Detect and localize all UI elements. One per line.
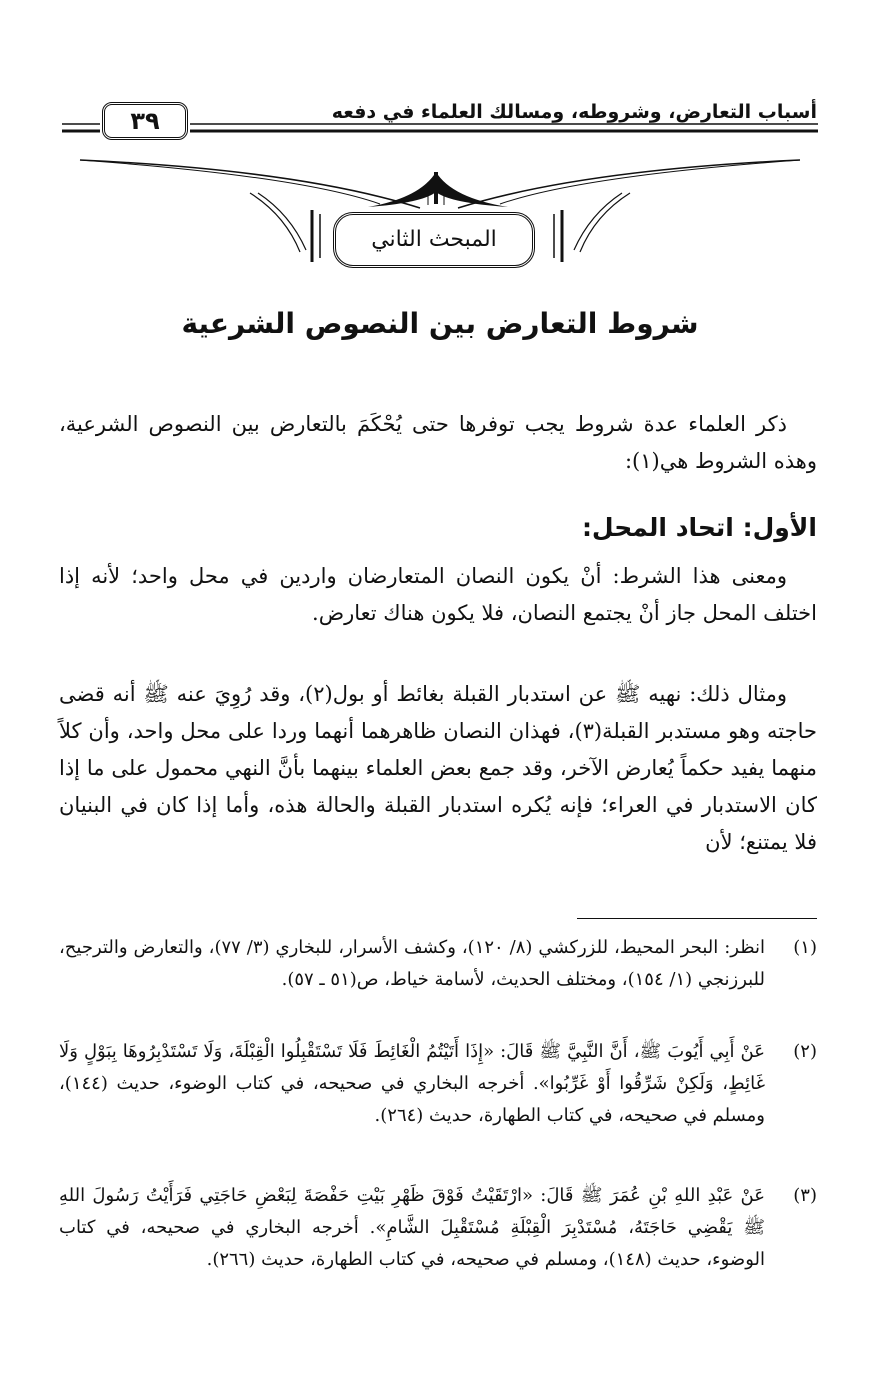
footnote-text: انظر: البحر المحيط، للزركشي (٨/ ١٢٠)، وكشف الأسرار، للبخاري (٣/ ٧٧)، والتعارض والترجيح، للبرزنجي (١/ ١٥٤)، ومختلف الحديث، لأسامة خياط، ص(٥١ ـ ٥٧). (59, 937, 765, 990)
footnote-1 (59, 932, 817, 996)
footnote-text: عَنْ عَبْدِ اللهِ بْنِ عُمَرَ ﷺ قَالَ: «ارْتَقَيْتُ فَوْقَ ظَهْرِ بَيْتِ حَفْصَةَ لِبَعْضِ حَاجَتِي فَرَأَيْتُ رَسُولَ اللهِ ﷺ يَقْضِي حَاجَتَهُ، مُسْتَدْبِرَ الْقِبْلَةِ مُسْتَقْبِلَ الشَّامِ». أخرجه البخاري في صحيحه، في كتاب الوضوء، حديث (١٤٨)، ومسلم في صحيحه، في كتاب الطهارة، حديث (٢٦٦). (59, 1185, 765, 1270)
footnote-number: (١) (793, 937, 817, 958)
example-paragraph: ومثال ذلك: نهيه ﷺ عن استدبار القبلة بغائط أو بول(٢)، وقد رُوِيَ عنه ﷺ أنه قضى حاجته وهو مستدبر القبلة(٣)، فهذان النصان ظاهرهما أنهما وردا على محل واحد، وأن كلاً منهما يفيد حكماً يُعارض الآخر، وقد جمع بعض العلماء بينهما بأنَّ النهي محمول على ما إذا كان الاستدبار في العراء؛ فإنه يُكره استدبار القبلة والحالة هذه، وأما إذا كان في البنيان فلا يمتنع؛ لأن (59, 682, 817, 854)
condition1-paragraph: ومعنى هذا الشرط: أنْ يكون النصان المتعارضان واردين في محل واحد؛ لأنه إذا اختلف المحل جاز أنْ يجتمع النصان، فلا يكون هناك تعارض. (59, 564, 817, 625)
footnote-number: (٢) (793, 1041, 817, 1062)
running-title: أسباب التعارض، وشروطه، ومسالك العلماء في دفعه (331, 101, 817, 123)
footnote-3 (59, 1180, 817, 1276)
section-heading: شروط التعارض بين النصوص الشرعية (181, 307, 699, 340)
footnote-text: عَنْ أَبِي أَيُوبَ ﷺ، أَنَّ النَّبِيَّ ﷺ قَالَ: «إِذَا أَتَيْتُمُ الْغَائِطَ فَلَا تَسْتَقْبِلُوا الْقِبْلَةَ، وَلَا تَسْتَدْبِرُوهَا بِبَوْلٍ وَلَا غَائِطٍ، وَلَكِنْ شَرِّقُوا أَوْ غَرِّبُوا». أخرجه البخاري في صحيحه، في كتاب الوضوء، حديث (١٤٤)، ومسلم في صحيحه، في كتاب الطهارة، حديث (٢٦٤). (59, 1041, 765, 1126)
section-label: المبحث الثاني (333, 212, 535, 268)
footnote-separator (577, 918, 817, 919)
intro-paragraph: ذكر العلماء عدة شروط يجب توفرها حتى يُحْكَمَ بالتعارض بين النصوص الشرعية، وهذه الشروط هي(١): (59, 412, 817, 473)
page-number: ٣٩ (102, 102, 188, 140)
footnote-number: (٣) (793, 1185, 817, 1206)
condition1-heading: الأول: اتحاد المحل: (581, 513, 817, 542)
footnote-2 (59, 1036, 817, 1132)
